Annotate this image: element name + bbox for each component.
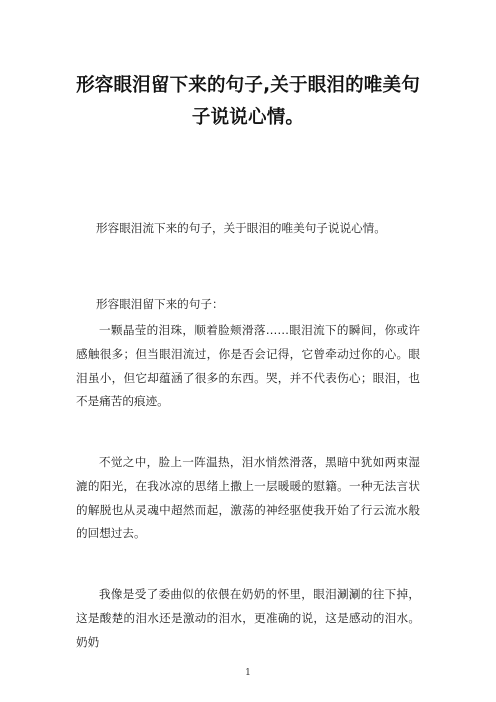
document-title: 形容眼泪留下来的句子,关于眼泪的唯美句子说说心情。 xyxy=(76,75,420,128)
section-label: 形容眼泪留下来的句子： xyxy=(96,297,224,311)
page-number: 1 xyxy=(245,668,251,678)
intro-text: 形容眼泪流下来的句子，关于眼泪的唯美句子说说心情。 xyxy=(96,221,386,235)
paragraph: 不觉之中，脸上一阵温热，泪水悄然滑落，黑暗中犹如两束湿漉的阳光，在我冰凉的思绪上撒上一层暖暖的慰籍。一种无法言状的解脱也从灵魂中超然而起，激荡的神经驱使我开始了行云流水般的回想过去。 xyxy=(76,455,420,541)
paragraph: 一颗晶莹的泪珠，顺着脸颊滑落……眼泪流下的瞬间，你或许感触很多；但当眼泪流过，你是否会记得，它曾牵动过你的心。眼泪虽小，但它却蕴涵了很多的东西。哭，并不代表伤心；眼泪，也不是痛苦的痕迹。 xyxy=(76,323,420,409)
paragraph: 我像是受了委曲似的依偎在奶奶的怀里，眼泪涮涮的往下掉，这是酸楚的泪水还是激动的泪水，更准确的说，这是感动的泪水。奶奶 xyxy=(76,587,420,649)
